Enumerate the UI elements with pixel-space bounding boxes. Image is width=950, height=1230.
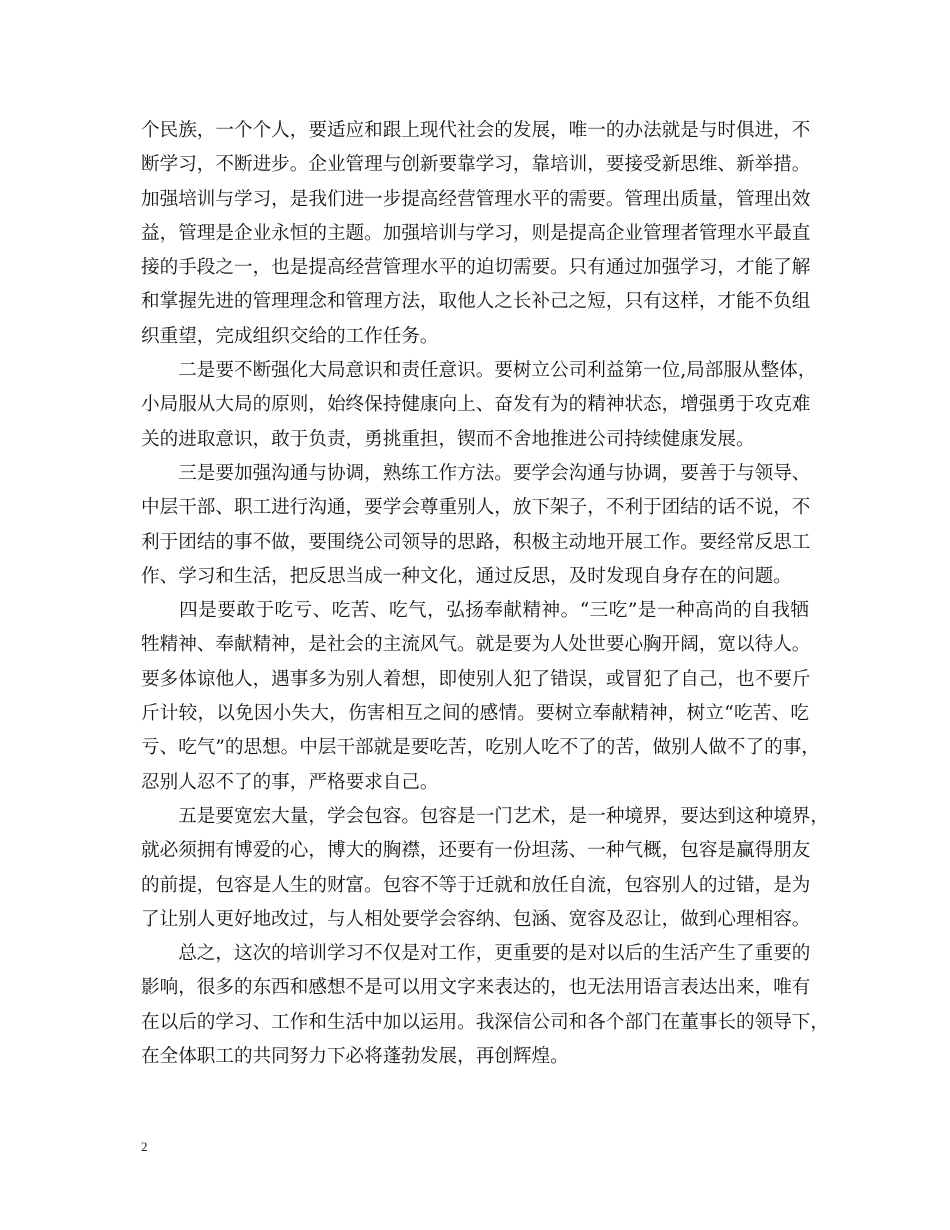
text-line: 在全体职工的共同努力下必将蓬勃发展，再创辉煌。 <box>141 1046 569 1068</box>
text-line: 影响，很多的东西和感想不是可以用文字来表达的，也无法用语言表达出来，唯有 <box>141 977 811 999</box>
text-line: 斤计较，以免因小失大，伤害相互之间的感情。要树立奉献精神，树立“吃苦、吃 <box>141 703 809 725</box>
text-line: 关的进取意识，敢于负责，勇挑重担，锲而不舍地推进公司持续健康发展。 <box>141 428 755 450</box>
text-line: 织重望，完成组织交给的工作任务。 <box>141 325 439 347</box>
text-line: 五是要宽宏大量，学会包容。包容是一门艺术，是一种境界，要达到这种境界， <box>141 805 829 827</box>
text-line: 个民族，一个个人，要适应和跟上现代社会的发展，唯一的办法就是与时俱进，不 <box>141 120 811 141</box>
text-line: 二是要不断强化大局意识和责任意识。要树立公司利益第一位,局部服从整体， <box>141 360 817 382</box>
text-line: 接的手段之一，也是提高经营管理水平的迫切需要。只有通过加强学习，才能了解 <box>141 257 811 279</box>
document-body <box>141 114 829 1074</box>
text-line: 益，管理是企业永恒的主题。加强培训与学习，则是提高企业管理者管理水平最直 <box>141 222 811 244</box>
text-line: 利于团结的事不做，要围绕公司领导的思路，积极主动地开展工作。要经常反思工 <box>141 531 811 553</box>
text-line: 小局服从大局的原则，始终保持健康向上、奋发有为的精神状态，增强勇于攻克难 <box>141 394 811 416</box>
text-line: 的前提，包容是人生的财富。包容不等于迁就和放任自流，包容别人的过错，是为 <box>141 874 811 896</box>
text-line: 在以后的学习、工作和生活中加以运用。我深信公司和各个部门在董事长的领导下， <box>141 1011 829 1033</box>
text-line: 牲精神、奉献精神，是社会的主流风气。就是要为人处世要心胸开阔，宽以待人。 <box>141 634 811 656</box>
text-line: 就必须拥有博爱的心，博大的胸襟，还要有一份坦荡、一种气概，包容是赢得朋友 <box>141 840 811 862</box>
page-number: 2 <box>141 1139 148 1154</box>
text-line: 亏、吃气”的思想。中层干部就是要吃苦，吃别人吃不了的苦，做别人做不了的事， <box>141 737 820 759</box>
text-line: 作、学习和生活，把反思当成一种文化，通过反思，及时发现自身存在的问题。 <box>141 565 792 587</box>
text-line: 了让别人更好地改过，与人相处要学会容纳、包涵、宽容及忍让，做到心理相容。 <box>141 908 811 930</box>
text-line: 总之，这次的培训学习不仅是对工作，更重要的是对以后的生活产生了重要的 <box>141 943 811 965</box>
text-line: 和掌握先进的管理理念和管理方法，取他人之长补己之短，只有这样，才能不负组 <box>141 291 811 313</box>
text-line: 加强培训与学习，是我们进一步提高经营管理水平的需要。管理出质量，管理出效 <box>141 188 811 210</box>
text-line: 要多体谅他人，遇事多为别人着想，即使别人犯了错误，或冒犯了自己，也不要斤 <box>141 668 811 690</box>
text-line: 中层干部、职工进行沟通，要学会尊重别人，放下架子，不利于团结的话不说，不 <box>141 497 811 519</box>
text-line: 三是要加强沟通与协调，熟练工作方法。要学会沟通与协调，要善于与领导、 <box>141 462 811 484</box>
text-line: 断学习，不断进步。企业管理与创新要靠学习，靠培训，要接受新思维、新举措。 <box>141 154 811 176</box>
text-line: 忍别人忍不了的事，严格要求自己。 <box>141 771 439 793</box>
text-line: 四是要敢于吃亏、吃苦、吃气，弘扬奉献精神。“三吃”是一种高尚的自我牺 <box>141 600 809 622</box>
